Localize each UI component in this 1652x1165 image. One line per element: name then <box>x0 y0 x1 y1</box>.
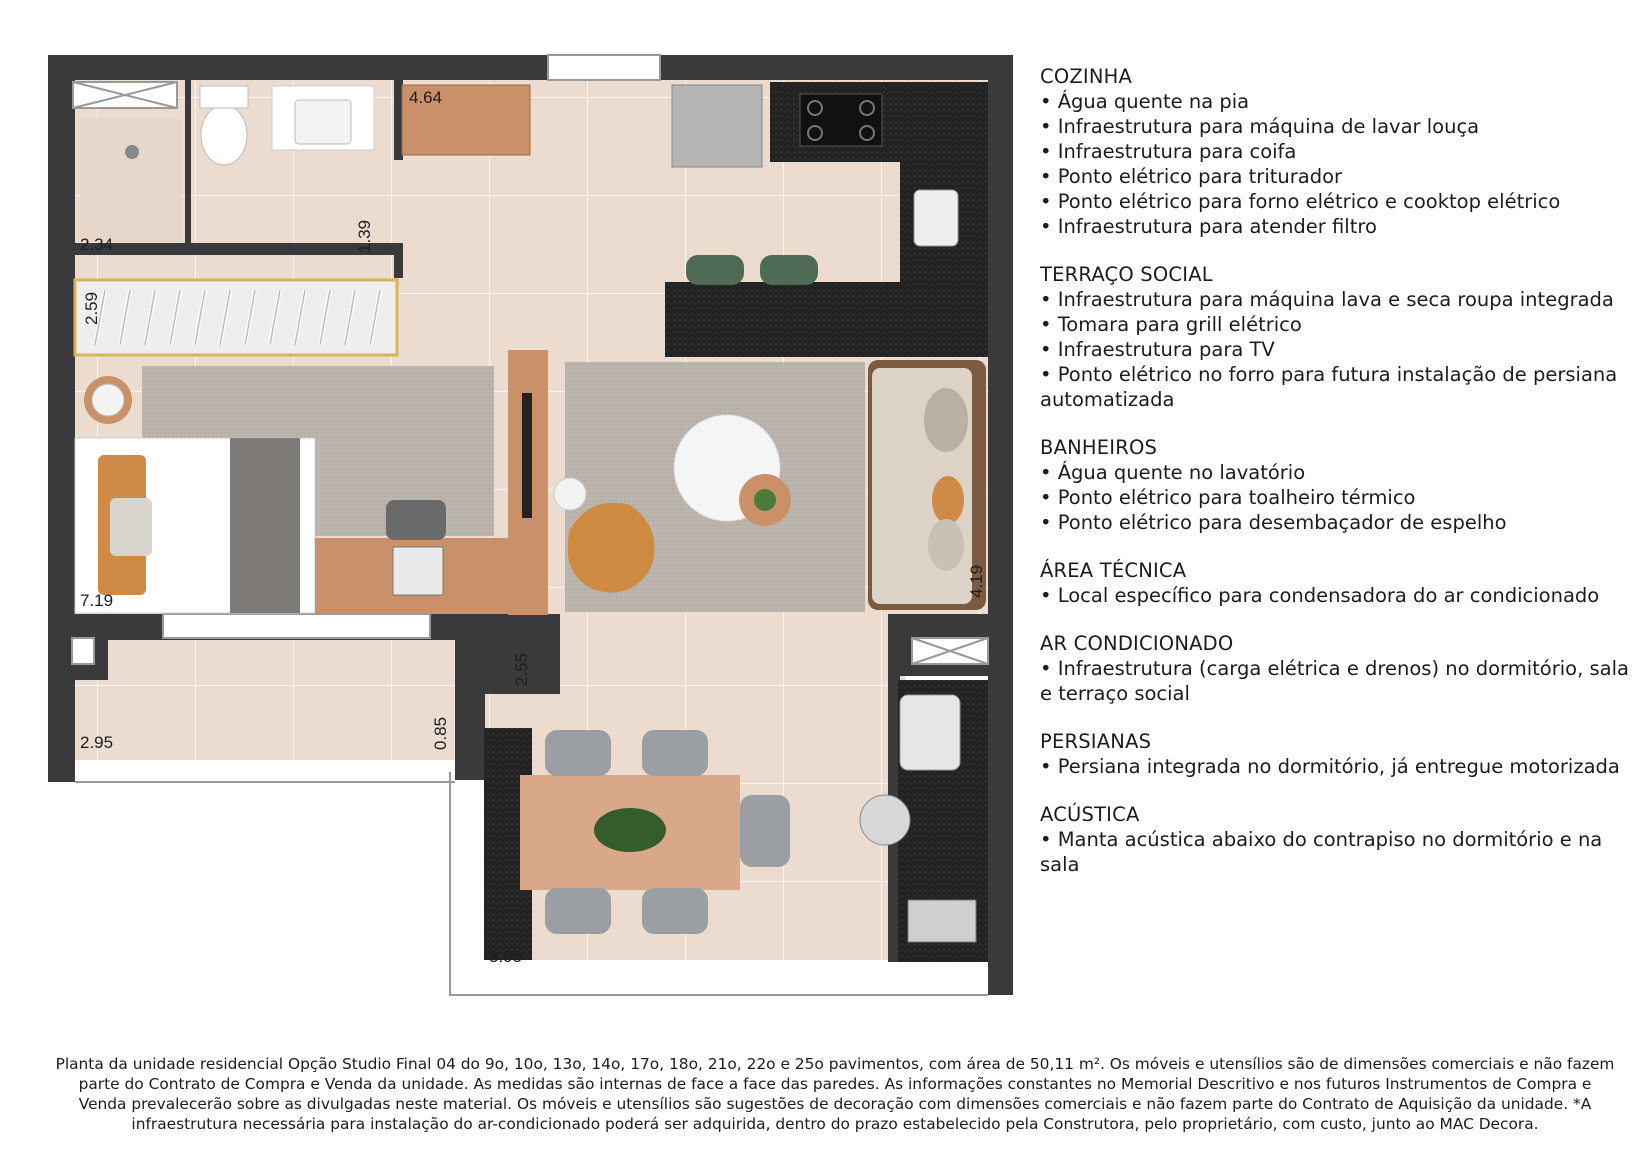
spec-item: • Persiana integrada no dormitório, já entregue motorizada <box>1040 755 1620 778</box>
spec-item: • Infraestrutura para TV <box>1040 338 1275 361</box>
spec-section <box>1040 435 1640 535</box>
spec-item: • Infraestrutura para máquina lava e seca roupa integrada <box>1040 288 1614 311</box>
spec-section <box>1040 262 1640 412</box>
dim-balcony-width: 2.95 <box>80 733 114 752</box>
spec-title: COZINHA <box>1040 65 1133 88</box>
dim-bath: 1.39 <box>355 219 374 253</box>
tv-icon <box>522 393 532 518</box>
dim-living: 4.19 <box>967 564 986 598</box>
toilet-icon <box>201 105 247 165</box>
spec-item: • Infraestrutura para máquina de lavar louça <box>1040 115 1480 138</box>
spec-item: • Infraestrutura (carga elétrica e drenos) no dormitório, sala e terraço social <box>1040 657 1629 705</box>
dim-laundry: 2.34 <box>80 235 114 254</box>
dim-balcony-depth: 0.85 <box>431 716 450 750</box>
spec-title: TERRAÇO SOCIAL <box>1040 263 1213 286</box>
spec-section <box>1040 631 1640 706</box>
spec-item: • Água quente no lavatório <box>1040 461 1306 484</box>
dim-kitchen: 4.64 <box>409 88 443 107</box>
spec-section <box>1040 558 1640 608</box>
spec-title: BANHEIROS <box>1040 436 1158 459</box>
spec-section <box>1040 802 1640 877</box>
kitchen-sink-icon <box>914 190 958 246</box>
closet <box>75 280 397 355</box>
drain-icon <box>125 145 139 159</box>
spec-item: • Infraestrutura para coifa <box>1040 140 1297 163</box>
fridge-icon <box>672 85 762 167</box>
armchair-icon <box>568 503 655 593</box>
spec-item: • Ponto elétrico para toalheiro térmico <box>1040 486 1416 509</box>
spec-item: • Ponto elétrico no forro para futura instalação de persiana automatizada <box>1040 363 1618 411</box>
washer-icon <box>860 795 910 845</box>
spec-item: • Ponto elétrico para triturador <box>1040 165 1343 188</box>
spec-item: • Local específico para condensadora do ar condicionado <box>1040 584 1600 607</box>
dim-bedroom: 7.19 <box>80 591 114 610</box>
dim-closet: 2.59 <box>82 291 101 325</box>
spec-title: PERSIANAS <box>1040 730 1152 753</box>
spec-section <box>1040 729 1640 779</box>
spec-item: • Ponto elétrico para forno elétrico e cooktop elétrico <box>1040 190 1561 213</box>
spec-title: AR CONDICIONADO <box>1040 632 1234 655</box>
spec-item: • Manta acústica abaixo do contrapiso no dormitório e na sala <box>1040 828 1603 876</box>
grill-icon <box>908 900 976 942</box>
spec-item: • Tomara para grill elétrico <box>1040 313 1302 336</box>
specifications-list <box>1040 64 1640 900</box>
disclaimer: Planta da unidade residencial Opção Studio Final 04 do 9o, 10o, 13o, 14o, 17o, 18o, 21o, 22o e 25o pavimentos, com área de 50,11 m². Os móveis e utensílios são de dimensões comerciais e não fazem parte do Contrato de Compra e Venda da unidade. As medidas são internas de face a face das paredes. As informações constantes no Memorial Descritivo e nos futuros Instrumentos de Compra e Venda prevalecerão sobre as divulgadas neste material. Os móveis e utensílios são sugestões de decoração com dimensões comerciais e não fazem parte do Contrato de Aquisição da unidade. *A infraestrutura necessária para instalação do ar-condicionado poderá ser adquirida, dentro do prazo estabelecido pela Construtora, pelo proprietário, com custo, junto ao MAC Decora. <box>55 1055 1615 1133</box>
laundry-sink-icon <box>900 695 960 770</box>
laptop-icon <box>393 547 443 595</box>
spec-section <box>1040 64 1640 239</box>
dim-terrace-width: 3.95 <box>489 947 523 966</box>
dim-terrace-depth: 2.55 <box>512 652 531 686</box>
spec-title: ACÚSTICA <box>1040 803 1140 826</box>
spec-item: • Ponto elétrico para desembaçador de espelho <box>1040 511 1507 534</box>
spec-title: ÁREA TÉCNICA <box>1040 559 1187 582</box>
spec-item: • Água quente na pia <box>1040 90 1250 113</box>
spec-item: • Infraestrutura para atender filtro <box>1040 215 1377 238</box>
